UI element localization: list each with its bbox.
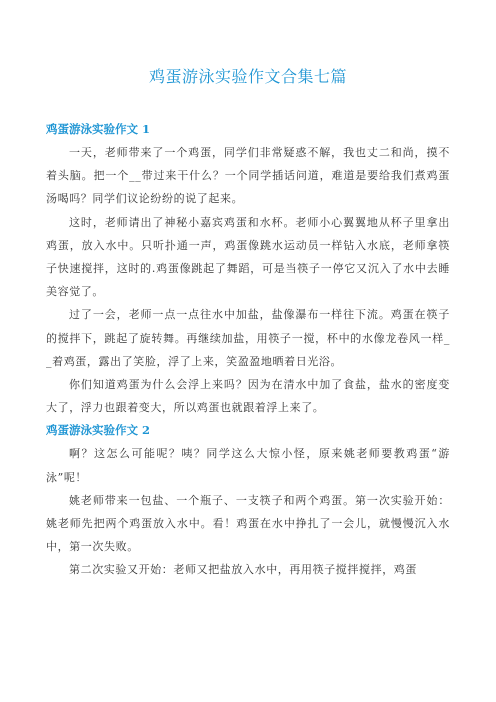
section-heading-2: 鸡蛋游泳实验作文 2 [46,423,151,438]
paragraph: 第二次实验又开始：老师又把盐放入水中，再用筷子搅拌搅拌，鸡蛋 [69,563,417,577]
document-body [46,118,450,582]
paragraph: 你们知道鸡蛋为什么会浮上来吗？因为在清水中加了食盐，盐水的密度变大了，浮力也跟着变大，所以鸡蛋也就跟着浮上来了。 [46,378,450,415]
paragraph: 这时，老师请出了神秘小嘉宾鸡蛋和水杯。老师小心翼翼地从杯子里拿出鸡蛋，放入水中。只听扑通一声，鸡蛋像跳水运动员一样钻入水底，老师拿筷子快速搅拌，这时的.鸡蛋像跳起了舞蹈，可是当筷子一停它又沉入了水中去睡美容觉了。 [46,215,450,299]
paragraph: 姚老师带来一包盐、一个瓶子、一支筷子和两个鸡蛋。第一次实验开始：姚老师先把两个鸡蛋放入水中。看！鸡蛋在水中挣扎了一会儿，就慢慢沉入水中，第一次失败。 [46,493,450,554]
paragraph: 过了一会，老师一点一点往水中加盐，盐像瀑布一样往下流。鸡蛋在筷子的搅拌下，跳起了旋转舞。再继续加盐，用筷子一搅，杯中的水像龙卷风一样__着鸡蛋，露出了笑脸，浮了上来，笑盈盈地晒着日光浴。 [46,308,450,368]
paragraph: 啊？这怎么可能呢？咦？同学这么大惊小怪，原来姚老师要教鸡蛋“游泳”呢！ [46,447,450,484]
paragraph: 一天，老师带来了一个鸡蛋，同学们非常疑惑不解，我也丈二和尚，摸不着头脑。把一个__带过来干什么？一个同学插话问道，难道是要给我们煮鸡蛋汤喝吗？同学们议论纷纷的说了起来。 [46,146,450,206]
page-title: 鸡蛋游泳实验作文合集七篇 [148,67,347,86]
section-heading-1: 鸡蛋游泳实验作文 1 [46,122,151,136]
